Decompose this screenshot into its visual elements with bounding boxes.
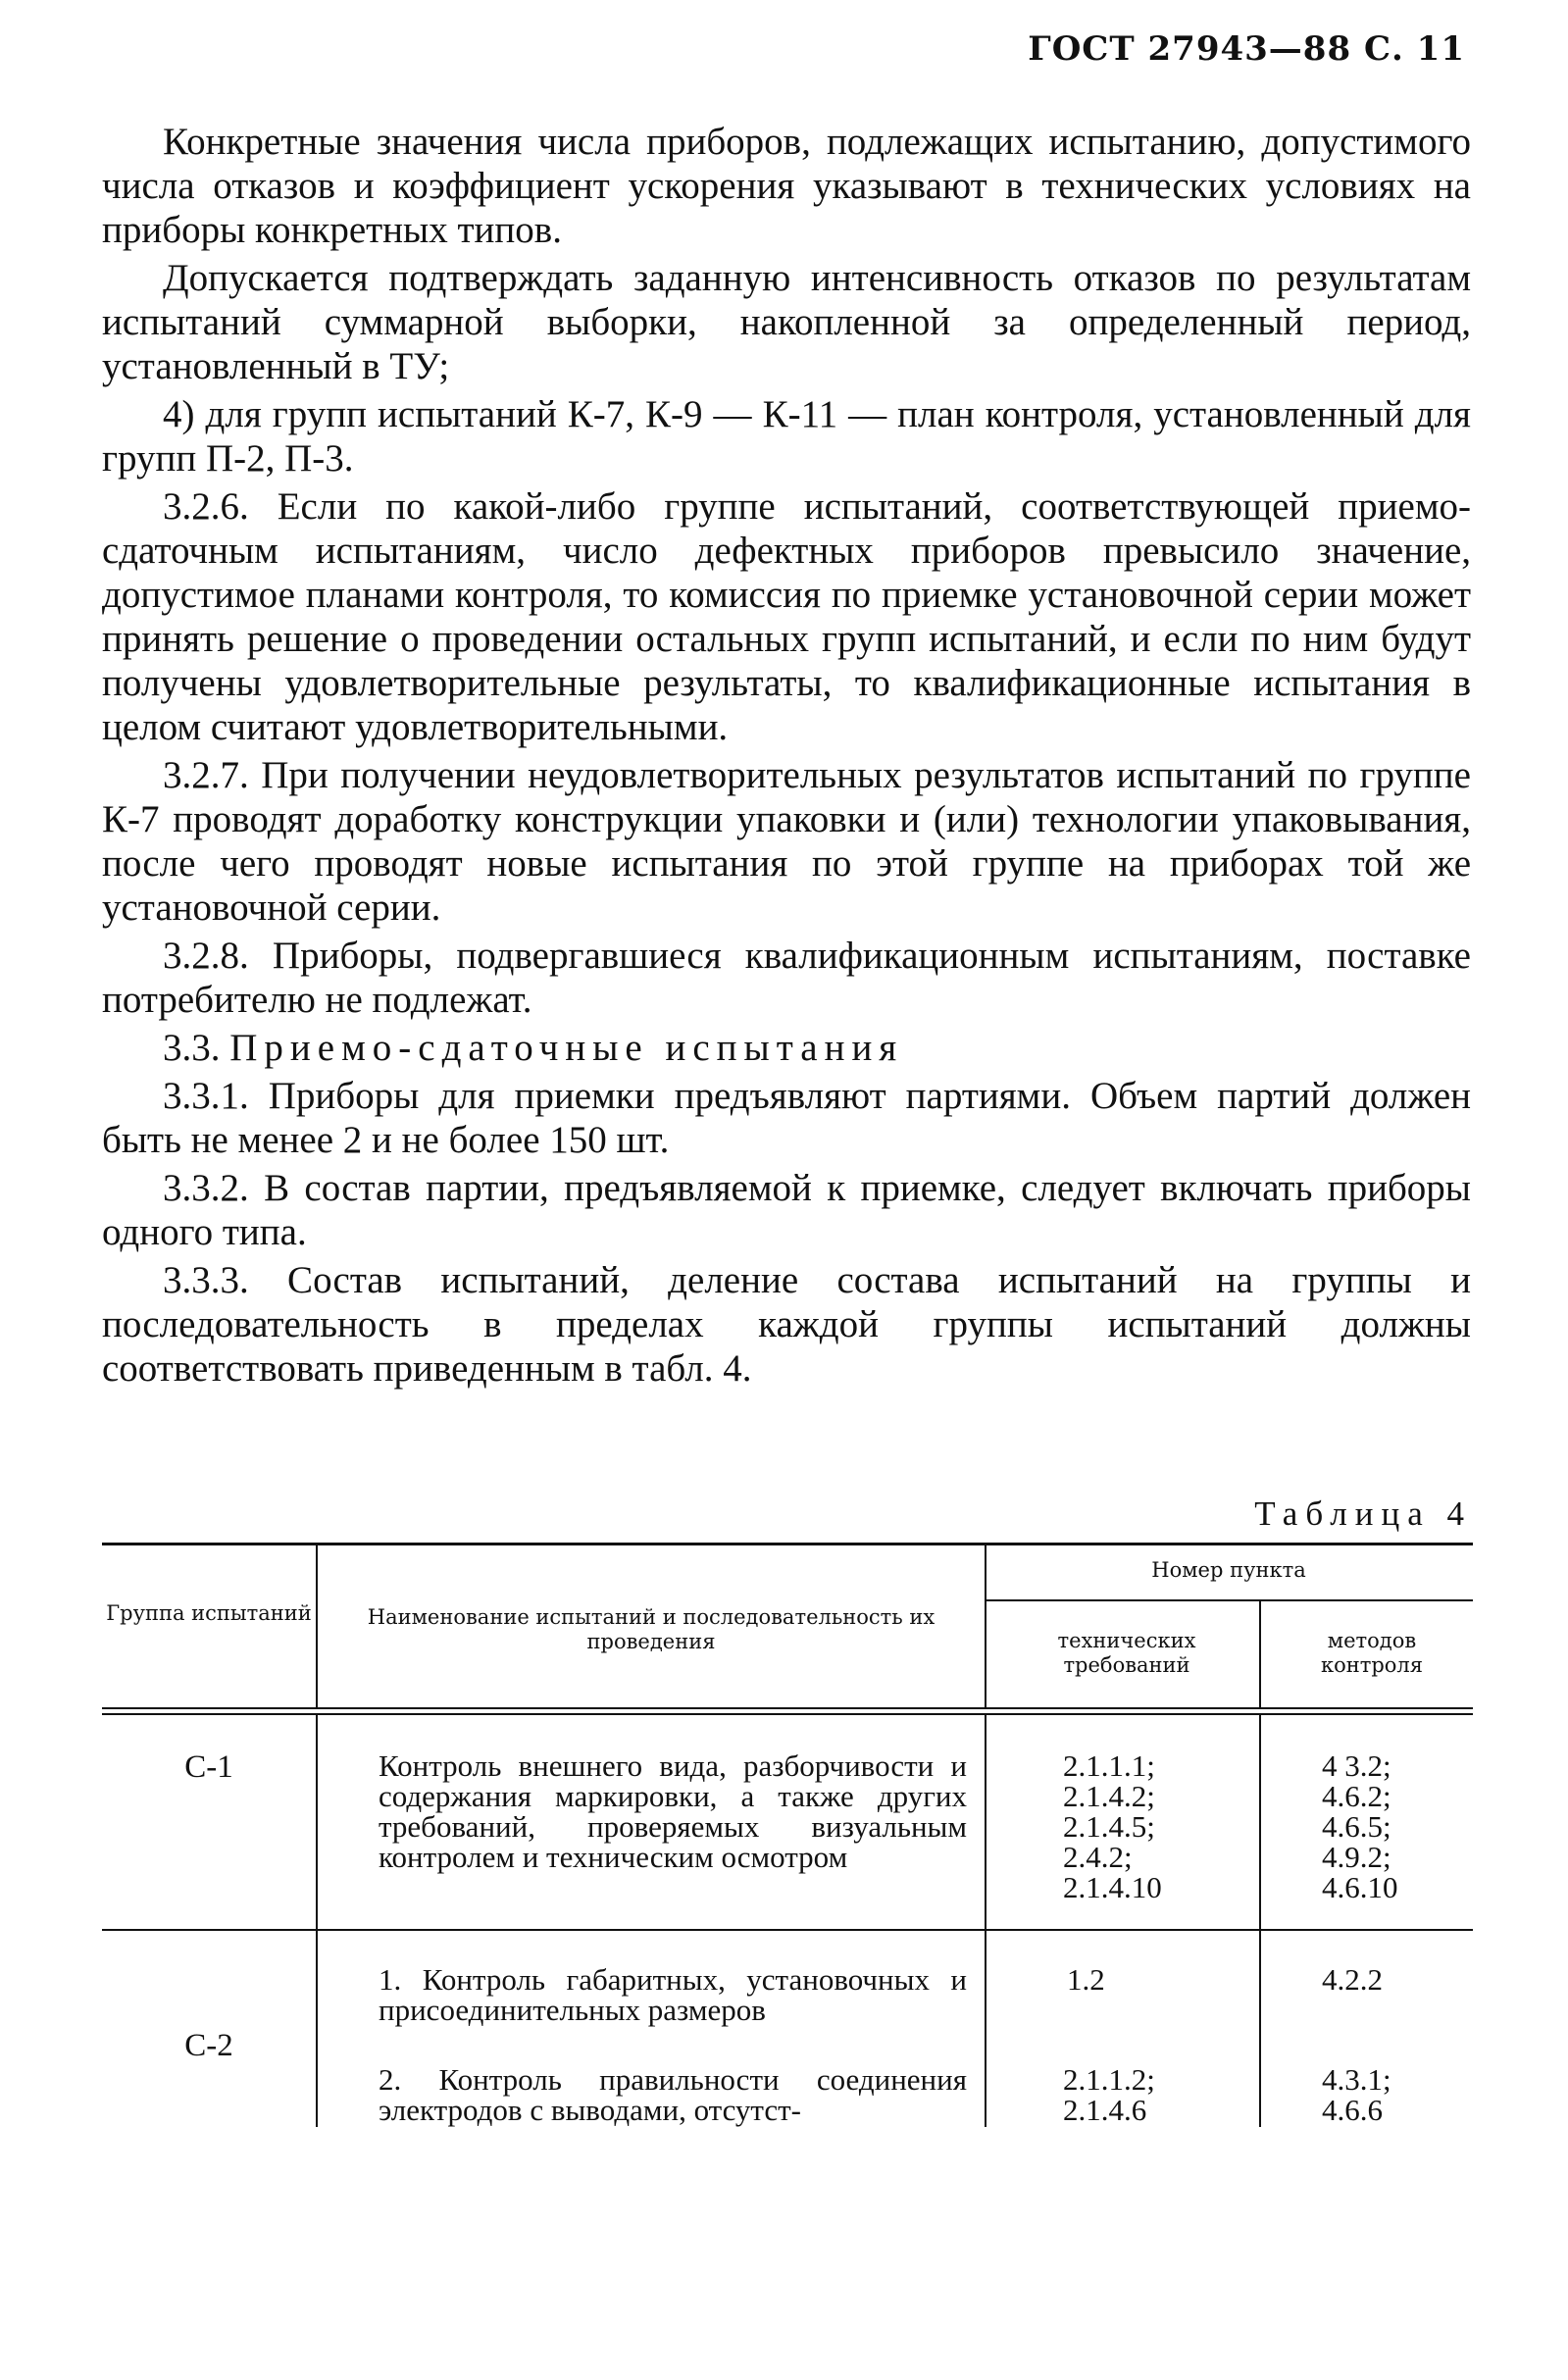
row-test-name: 1. Контроль габаритных, установочных и присоединительных размеров [379, 1962, 967, 2027]
row-divider [102, 1929, 1473, 1931]
tech-ref: 2.1.4.5; [1063, 1809, 1155, 1844]
header-group: Группа испытаний [106, 1601, 312, 1625]
col-divider [316, 1543, 318, 1707]
paragraph: 4) для групп испытаний К-7, К-9 — К-11 — план контроля, установленный для групп П-2, П-3. [102, 393, 1471, 480]
paragraph: 3.3.1. Приборы для приемки предъявляют партиями. Объем партий должен быть не менее 2 и не более 150 шт. [102, 1075, 1471, 1161]
body-text [102, 120, 1471, 1391]
header-tech: технических требований [1057, 1629, 1196, 1677]
paragraph: 3.2.6. Если по какой-либо группе испытаний, соответствующей приемо-сдаточным испытаниям, число дефектных приборов превысило значение, допустимое планами контроля, то комиссия по приемке установочной серии может принять решение о проведении остальных групп испытаний, и если по ним будут получены удовлетворительные результаты, то квалификационные испытания в целом считают удовлетворительными. [102, 485, 1471, 748]
method-ref: 4.3.1; [1322, 2062, 1391, 2097]
section-heading [102, 1026, 1471, 1070]
tech-ref: 1.2 [1067, 1962, 1105, 1997]
method-ref: 4 3.2; [1322, 1748, 1391, 1783]
paragraph: 3.3.3. Состав испытаний, деление состава испытаний на группы и последовательность в пределах каждой группы испытаний должны соответствовать приведенным в табл. 4. [102, 1259, 1471, 1390]
header-methods: методов контроля [1320, 1629, 1424, 1677]
col-divider [1259, 1931, 1261, 2127]
method-ref: 4.6.2; [1322, 1779, 1391, 1813]
tech-ref: 2.1.4.6 [1063, 2093, 1147, 2127]
row-group: С-1 [184, 1749, 233, 1785]
method-ref: 4.2.2 [1322, 1962, 1383, 1997]
tech-ref: 2.1.1.2; [1063, 2062, 1155, 2097]
section-title: Приемо-сдаточные испытания [229, 1027, 904, 1069]
tech-ref: 2.1.4.10 [1063, 1870, 1162, 1904]
page-header: ГОСТ 27943—88 С. 11 [1028, 29, 1465, 69]
header-rule-2 [102, 1713, 1473, 1715]
row-group: С-2 [184, 2028, 233, 2063]
row-method-refs [1322, 2064, 1469, 2125]
row-tech-refs [1063, 1750, 1249, 1902]
row-method-refs [1322, 1750, 1469, 1902]
table-caption: Таблица 4 [1254, 1494, 1472, 1533]
col-divider [985, 1715, 986, 1929]
section-number: 3.3. [163, 1027, 221, 1069]
header-name: Наименование испытаний и последовательность их проведения [367, 1605, 936, 1653]
header-rule-1 [102, 1707, 1473, 1709]
method-ref: 4.6.10 [1322, 1870, 1398, 1904]
paragraph: Конкретные значения числа приборов, подлежащих испытанию, допустимого числа отказов и коэффициент ускорения указывают в технических условиях на приборы конкретных типов. [102, 121, 1471, 251]
subheader-rule [985, 1599, 1473, 1601]
col-divider [1259, 1601, 1261, 1707]
tech-ref: 2.1.4.2; [1063, 1779, 1155, 1813]
paragraph: Допускается подтверждать заданную интенсивность отказов по результатам испытаний суммарной выборки, накопленной за определенный период, установленный в ТУ; [102, 257, 1471, 387]
tech-ref: 2.4.2; [1063, 1840, 1133, 1874]
col-divider [316, 1715, 318, 1929]
col-divider [316, 1931, 318, 2127]
table-top-rule [102, 1543, 1473, 1545]
row-test-name: Контроль внешнего вида, разборчивости и содержания маркировки, а также других требований, проверяемых визуальным контролем и техническим осмотром [379, 1748, 967, 1874]
paragraph: 3.2.7. При получении неудовлетворительных результатов испытаний по группе К-7 проводят доработку конструкции упаковки и (или) технологии упаковывания, после чего проводят новые испытания по этой группе на приборах той же установочной серии. [102, 754, 1471, 929]
paragraph: 3.3.2. В состав партии, предъявляемой к приемке, следует включать приборы одного типа. [102, 1167, 1471, 1253]
tech-ref: 2.1.1.1; [1063, 1748, 1155, 1783]
method-ref: 4.6.6 [1322, 2093, 1383, 2127]
row-tech-refs [1063, 2064, 1249, 2125]
paragraph: 3.2.8. Приборы, подвергавшиеся квалификационным испытаниям, поставке потребителю не подлежат. [102, 935, 1471, 1021]
col-divider [985, 1931, 986, 2127]
method-ref: 4.9.2; [1322, 1840, 1391, 1874]
col-divider [1259, 1715, 1261, 1929]
method-ref: 4.6.5; [1322, 1809, 1391, 1844]
row-test-name: 2. Контроль правильности соединения электродов с выводами, отсутст- [379, 2062, 967, 2127]
header-number: Номер пункта [1151, 1558, 1306, 1582]
